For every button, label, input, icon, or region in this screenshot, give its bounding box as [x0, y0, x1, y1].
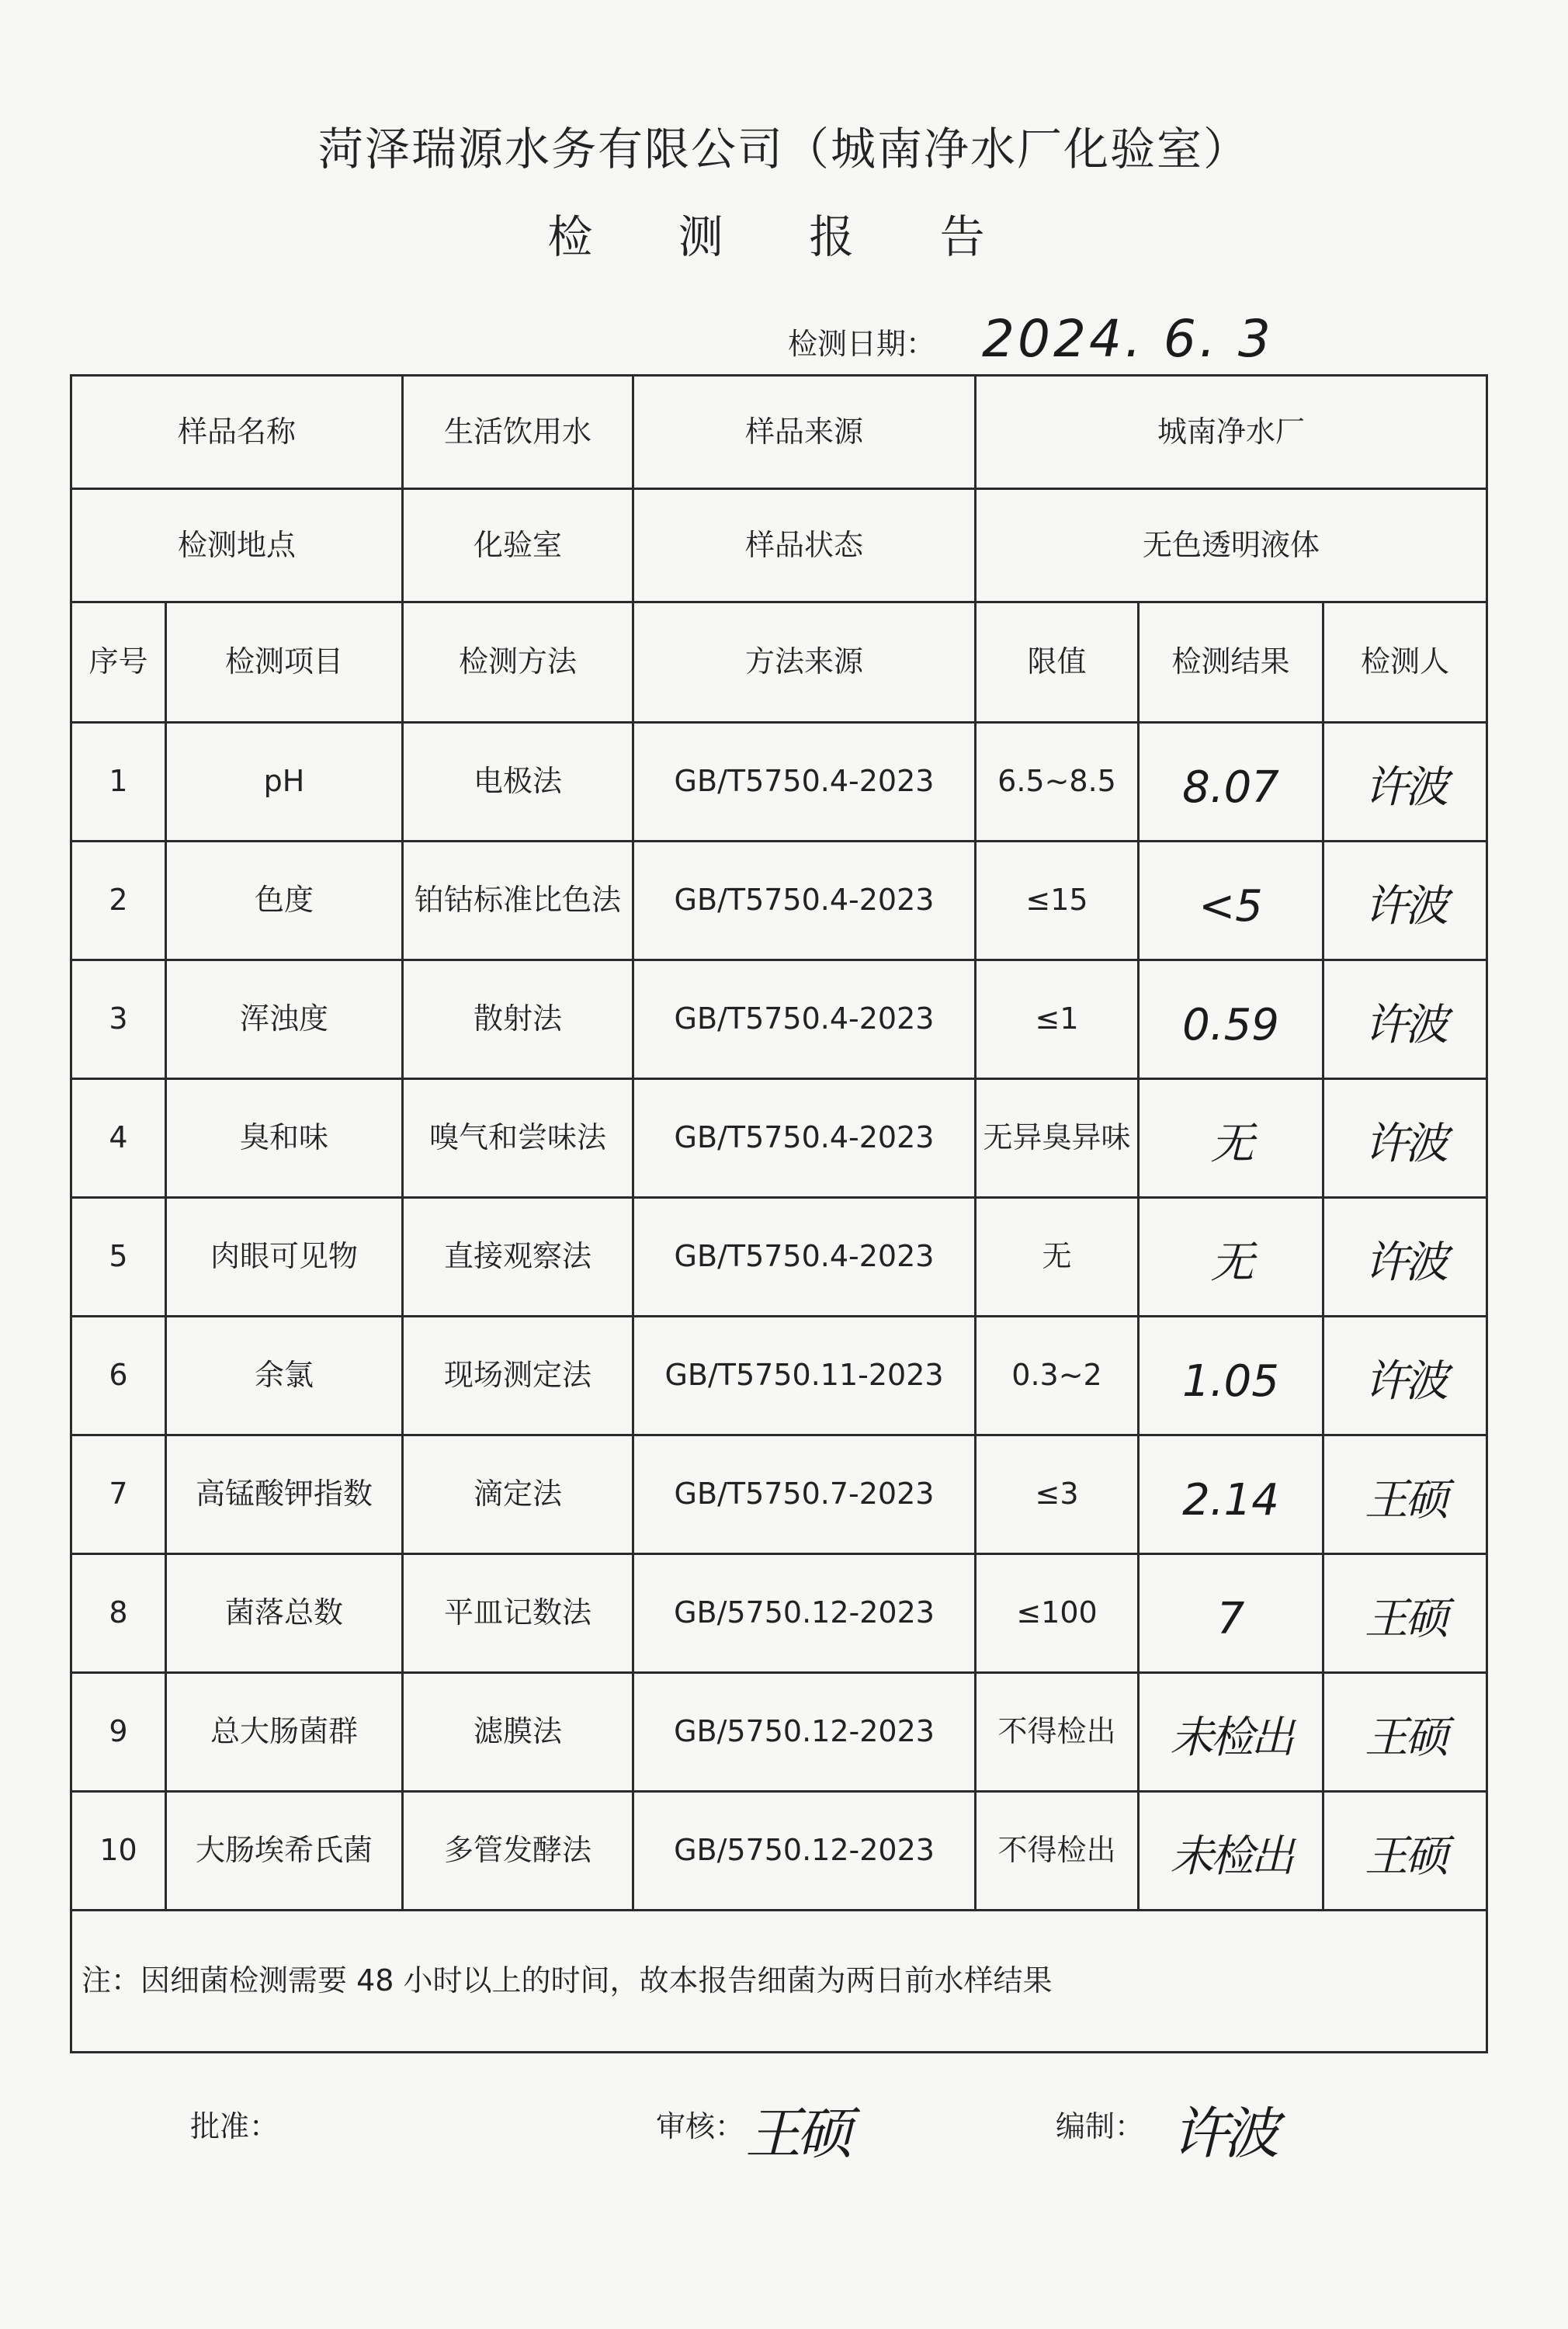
- row-limit: ≤3: [976, 1435, 1139, 1554]
- row-standard: GB/T5750.7-2023: [633, 1435, 976, 1554]
- row-no: 10: [71, 1792, 166, 1911]
- info-row-2: [71, 489, 1487, 602]
- row-no: 4: [71, 1079, 166, 1198]
- row-no: 9: [71, 1673, 166, 1792]
- row-limit: ≤1: [976, 960, 1139, 1079]
- row-tester: 王硕: [1365, 1474, 1446, 1525]
- table-row: [71, 842, 1487, 960]
- row-item: 总大肠菌群: [166, 1673, 403, 1792]
- row-method: 多管发酵法: [403, 1792, 633, 1911]
- row-tester: 王硕: [1365, 1712, 1446, 1763]
- location-label: 检测地点: [71, 489, 403, 602]
- location: 化验室: [403, 489, 633, 602]
- note-row: [71, 1911, 1487, 2053]
- row-item: 浑浊度: [166, 960, 403, 1079]
- column-header-row: [71, 602, 1487, 723]
- row-result: <5: [1199, 880, 1263, 932]
- row-result: 1.05: [1182, 1355, 1279, 1407]
- row-standard: GB/5750.12-2023: [633, 1673, 976, 1792]
- row-tester: 许波: [1365, 999, 1446, 1050]
- row-item: 臭和味: [166, 1079, 403, 1198]
- row-tester: 许波: [1365, 1355, 1446, 1407]
- table-row: [71, 1792, 1487, 1911]
- row-standard: GB/T5750.11-2023: [633, 1317, 976, 1435]
- row-method: 现场测定法: [403, 1317, 633, 1435]
- row-tester: 许波: [1365, 1237, 1446, 1288]
- row-result: 7: [1216, 1593, 1245, 1644]
- row-limit: ≤15: [976, 842, 1139, 960]
- row-no: 2: [71, 842, 166, 960]
- row-method: 滴定法: [403, 1435, 633, 1554]
- row-item: 高锰酸钾指数: [166, 1435, 403, 1554]
- compile-label: 编制：: [1056, 2109, 1145, 2143]
- row-limit: ≤100: [976, 1554, 1139, 1673]
- table-row: [71, 1435, 1487, 1554]
- approve-label: 批准：: [190, 2109, 279, 2143]
- row-result: 8.07: [1182, 762, 1279, 813]
- row-method: 直接观察法: [403, 1198, 633, 1317]
- row-standard: GB/T5750.4-2023: [633, 1079, 976, 1198]
- row-no: 5: [71, 1198, 166, 1317]
- sample-state-label: 样品状态: [633, 489, 976, 602]
- date-label: 检测日期：: [788, 327, 936, 361]
- row-item: pH: [166, 723, 403, 842]
- row-limit: 6.5~8.5: [976, 723, 1139, 842]
- sample-name-label: 样品名称: [71, 376, 403, 489]
- row-item: 肉眼可见物: [166, 1198, 403, 1317]
- sample-source-label: 样品来源: [633, 376, 976, 489]
- sample-name: 生活饮用水: [403, 376, 633, 489]
- row-result: 0.59: [1182, 999, 1279, 1050]
- col-standard: 方法来源: [633, 602, 976, 723]
- col-item: 检测项目: [166, 602, 403, 723]
- info-row-1: [71, 376, 1487, 489]
- sample-source: 城南净水厂: [976, 376, 1487, 489]
- row-standard: GB/T5750.4-2023: [633, 960, 976, 1079]
- table-row: [71, 1554, 1487, 1673]
- row-no: 7: [71, 1435, 166, 1554]
- row-tester: 王硕: [1365, 1831, 1446, 1882]
- row-method: 滤膜法: [403, 1673, 633, 1792]
- reviewer-signature: 王硕: [745, 2101, 848, 2166]
- table-row: [71, 1198, 1487, 1317]
- compiler-signature: 许波: [1172, 2101, 1275, 2166]
- row-result: 无: [1210, 1118, 1251, 1169]
- row-limit: 0.3~2: [976, 1317, 1139, 1435]
- row-tester: 王硕: [1365, 1593, 1446, 1644]
- row-limit: 无: [976, 1198, 1139, 1317]
- row-method: 平皿记数法: [403, 1554, 633, 1673]
- col-method: 检测方法: [403, 602, 633, 723]
- row-no: 1: [71, 723, 166, 842]
- sample-state: 无色透明液体: [976, 489, 1487, 602]
- row-method: 嗅气和尝味法: [403, 1079, 633, 1198]
- table-row: [71, 1317, 1487, 1435]
- report-title: 检 测 报 告: [547, 210, 1021, 263]
- row-no: 8: [71, 1554, 166, 1673]
- table-row: [71, 960, 1487, 1079]
- col-result: 检测结果: [1139, 602, 1323, 723]
- row-standard: GB/T5750.4-2023: [633, 1198, 976, 1317]
- table-row: [71, 1079, 1487, 1198]
- col-no: 序号: [71, 602, 166, 723]
- row-item: 余氯: [166, 1317, 403, 1435]
- col-tester: 检测人: [1323, 602, 1487, 723]
- row-standard: GB/T5750.4-2023: [633, 842, 976, 960]
- date-value: 2024. 6. 3: [982, 309, 1274, 369]
- row-standard: GB/5750.12-2023: [633, 1554, 976, 1673]
- row-standard: GB/5750.12-2023: [633, 1792, 976, 1911]
- row-method: 电极法: [403, 723, 633, 842]
- row-method: 散射法: [403, 960, 633, 1079]
- review-label: 审核：: [656, 2109, 745, 2143]
- row-limit: 不得检出: [976, 1673, 1139, 1792]
- row-item: 大肠埃希氏菌: [166, 1792, 403, 1911]
- row-tester: 许波: [1365, 762, 1446, 813]
- row-result: 未检出: [1170, 1712, 1292, 1763]
- row-result: 未检出: [1170, 1831, 1292, 1882]
- row-tester: 许波: [1365, 1118, 1446, 1169]
- row-no: 6: [71, 1317, 166, 1435]
- row-item: 色度: [166, 842, 403, 960]
- report-note: 注：因细菌检测需要 48 小时以上的时间，故本报告细菌为两日前水样结果: [71, 1911, 1487, 2053]
- row-standard: GB/T5750.4-2023: [633, 723, 976, 842]
- col-limit: 限值: [976, 602, 1139, 723]
- company-title: 菏泽瑞源水务有限公司（城南净水厂化验室）: [317, 123, 1250, 175]
- row-limit: 无异臭异味: [976, 1079, 1139, 1198]
- table-row: [71, 723, 1487, 842]
- report-table: [70, 374, 1488, 2053]
- row-result: 2.14: [1182, 1474, 1279, 1525]
- row-result: 无: [1210, 1237, 1251, 1288]
- row-limit: 不得检出: [976, 1792, 1139, 1911]
- row-no: 3: [71, 960, 166, 1079]
- row-method: 铂钴标准比色法: [403, 842, 633, 960]
- row-item: 菌落总数: [166, 1554, 403, 1673]
- table-row: [71, 1673, 1487, 1792]
- row-tester: 许波: [1365, 880, 1446, 932]
